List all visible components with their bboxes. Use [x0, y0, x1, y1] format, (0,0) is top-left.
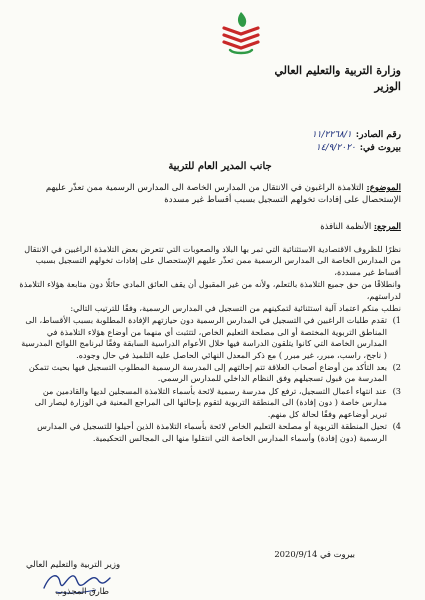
letter-body: [18, 244, 401, 445]
list-item: [18, 421, 401, 444]
reference-text: الأنظمة النافذة: [320, 221, 372, 231]
reference-number-label: رقم الصادر:: [355, 130, 401, 140]
body-paragraph-3: نطلب منكم اعتماد آلية استثنائية لتمكينهم من التسجيل في المدارس الرسمية، وفقًا للترتيب التالي:: [70, 303, 401, 314]
list-item-text: عند انتهاء أعمال التسجيل، ترفع كل مدرسة رسمية لائحة بأسماء التلامذة المسجلين لديها والقادمين من مدارس خاصة ( دون إفادة) الى المنطقة التربوية لتقوم بإحالتها الى المراجع المعنية في الوزارة ليصار الى تبرير أوضاعهم وفقًا لحالة كل منهم.: [34, 385, 387, 419]
reference-number: [312, 130, 401, 140]
closing-date: بيروت في 2020/9/14: [274, 549, 355, 559]
reference: [320, 221, 401, 231]
signer-name: طارق المجذوب: [55, 586, 109, 596]
subject: [20, 182, 401, 206]
minister-title: الوزير: [374, 80, 401, 93]
issue-date-value: ١٤/٩/٢٠٢٠: [315, 143, 356, 153]
procedure-list: [18, 315, 401, 443]
list-item-number: 3): [392, 385, 401, 396]
list-item-number: 4): [392, 421, 401, 432]
list-item: [18, 315, 401, 361]
list-item-text: بعد التأكد من أوضاع أصحاب العلاقة تتم إحالتهم إلى المدرسة الرسمية المطلوب التسجيل فيها بحيث تتمكن المدرسة من قبول تسجيلهم وفق النظام الداخلي للمدارس الرسمي.: [28, 362, 387, 384]
issue-date-label: بيروت في:: [359, 143, 401, 153]
list-item-number: 2): [392, 362, 401, 373]
ministry-logo-icon: [212, 6, 270, 62]
addressee: جانب المدير العام للتربية: [168, 161, 272, 172]
body-paragraph-1: نظرًا للظروف الاقتصادية الاستثنائية التي تمر بها البلاد والصعوبات التي تتعرض بعض التلامذة الراغبين في الانتقال من المدارس الخاصة الى المدارس الرسمية ممن تعذّر عليهم الإستحصال على إفادات تخولهم التسجيل بسبب أقساط غير مسددة،: [24, 244, 401, 277]
subject-text: التلامذة الراغبون في الانتقال من المدارس الخاصة الى المدارس الرسمية ممن تعذّر عليهم الإستحصال على إفادات تخولهم التسجيل بسبب أقساط غير مسددة: [45, 183, 401, 205]
ministry-name: وزارة التربية والتعليم العالي: [274, 64, 401, 77]
list-item-text: تحيل المنطقة التربوية أو مصلحة التعليم الخاص لائحة بأسماء التلامذة الذين أحيلوا للتسجيل في المدارس الرسمية (دون إفادة) وأسماء المدارس الخاصة التي انتقلوا منها الى المجالس التحكيمية.: [37, 421, 387, 443]
subject-label: الموضوع:: [366, 183, 401, 193]
list-item: [18, 362, 401, 385]
body-paragraph-2: وانطلاقًا من حق جميع التلامذة بالتعلم، ولأنه من غير المقبول أن يقف العائق المادي حائلًا دون متابعة هؤلاء التلامذة لدراستهم،: [19, 279, 401, 301]
list-item-number: 1): [392, 315, 401, 326]
list-item-text: تقدم طلبات الراغبين في التسجيل في المدارس الرسمية دون حيازتهم الإفادة المطلوبة بسبب الأقساط، الى المناطق التربوية المختصة أو الى مصلحة التعليم الخاص، لتتثبت أي منهما من أوضاع هؤلاء التلامذة في المدارس الخاصة التي كانوا يتلقون الدراسة فيها خلال الأعوام الدراسية السابقة وفقًا لبرنامج اللوائح المدرسية ( ناجح، راسب، مبرر، غير مبرر ) مع ذكر المعدل النهائي الحاصل عليه التلميذ في حال وجوده.: [21, 315, 387, 360]
list-item: [18, 386, 401, 420]
reference-label: المرجع:: [373, 221, 401, 231]
issue-date: [316, 143, 401, 153]
reference-number-value: ١١/٢٢٦٨/١: [311, 130, 352, 140]
signer-title: وزير التربية والتعليم العالي: [26, 560, 121, 570]
